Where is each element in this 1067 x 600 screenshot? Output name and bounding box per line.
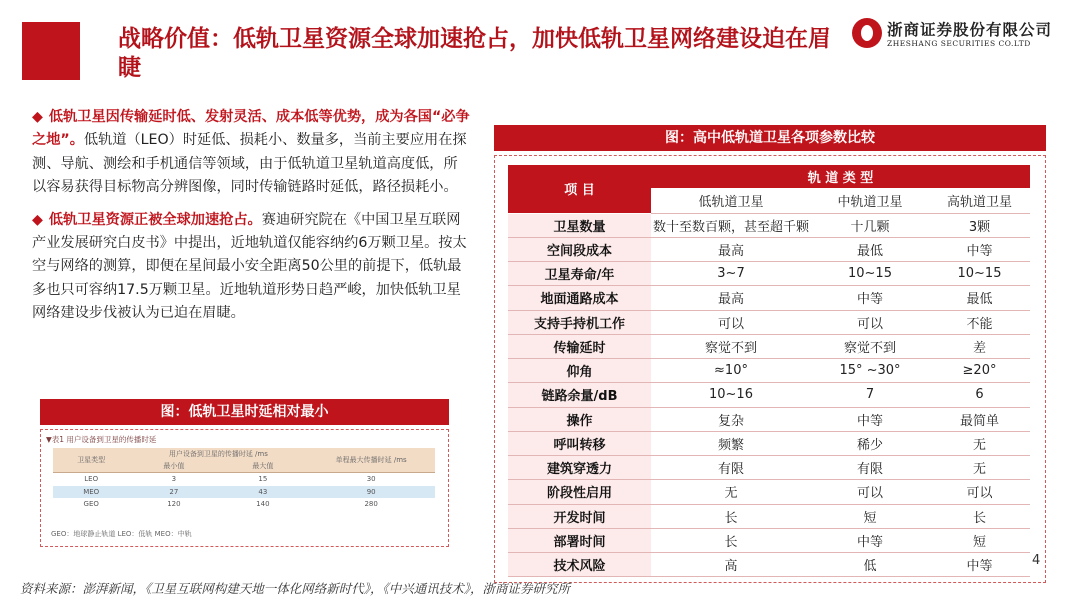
table-cell: 可以 xyxy=(651,310,811,334)
table-cell: 不能 xyxy=(929,310,1030,334)
latency-cell: 280 xyxy=(364,500,378,509)
row-label: 技术风险 xyxy=(508,553,651,577)
table-row xyxy=(508,456,1030,480)
table-cell: ≈10° xyxy=(651,359,811,383)
table-cell: 无 xyxy=(929,456,1030,480)
latency-figure xyxy=(40,429,449,547)
row-label: 链路余量/dB xyxy=(508,383,651,407)
orbit-comparison-title: 图：高中低轨道卫星各项参数比较 xyxy=(494,125,1046,151)
table-cell: 差 xyxy=(929,334,1030,358)
table-row xyxy=(508,431,1030,455)
table-cell: 最高 xyxy=(651,286,811,310)
table-cell: 无 xyxy=(651,480,811,504)
row-label: 卫星寿命/年 xyxy=(508,262,651,286)
latency-cell: 120 xyxy=(167,500,181,509)
latency-cell: 3 xyxy=(129,473,218,486)
latency-cell: 27 xyxy=(129,486,218,499)
latency-table-caption: ▼表1 用户设备到卫星的传播时延 xyxy=(46,435,157,444)
table-cell: 短 xyxy=(929,528,1030,552)
row-label: 支持手持机工作 xyxy=(508,310,651,334)
table-cell: 稀少 xyxy=(811,431,929,455)
row-label: 传输延时 xyxy=(508,334,651,358)
page-number: 4 xyxy=(1032,553,1041,568)
table-cell: 3~7 xyxy=(651,262,811,286)
logo-english-name: ZHESHANG SECURITIES CO.LTD xyxy=(887,39,1031,48)
latency-cell: MEO xyxy=(53,486,129,499)
table-row xyxy=(508,359,1030,383)
table-row xyxy=(508,237,1030,261)
table-cell: 高 xyxy=(651,553,811,577)
latency-header-group: 用户设备到卫星的传播时延 /ms xyxy=(129,448,307,460)
row-label: 操作 xyxy=(508,407,651,431)
table-row xyxy=(508,383,1030,407)
table-cell: 察觉不到 xyxy=(811,334,929,358)
diamond-bullet-icon: ◆ xyxy=(32,109,43,125)
company-logo xyxy=(852,18,1053,54)
latency-cell: 90 xyxy=(307,486,435,499)
table-cell: 十几颗 xyxy=(811,213,929,237)
table-row xyxy=(508,286,1030,310)
table-cell: 可以 xyxy=(929,480,1030,504)
column-header-leo: 低轨道卫星 xyxy=(651,189,811,213)
table-cell: 低 xyxy=(811,553,929,577)
orbit-comparison-rows xyxy=(508,213,1030,577)
table-cell: 6 xyxy=(929,383,1030,407)
table-cell: 可以 xyxy=(811,480,929,504)
table-cell: 有限 xyxy=(651,456,811,480)
column-header-geo: 高轨道卫星 xyxy=(929,189,1030,213)
table-cell: 15° ~30° xyxy=(811,359,929,383)
table-row xyxy=(508,262,1030,286)
table-cell: 短 xyxy=(811,504,929,528)
table-cell: 中等 xyxy=(811,286,929,310)
table-row xyxy=(53,486,435,499)
table-cell: 最低 xyxy=(811,237,929,261)
table-cell: 察觉不到 xyxy=(651,334,811,358)
latency-header-type: 卫星类型 xyxy=(53,448,129,473)
table-cell: 中等 xyxy=(811,407,929,431)
table-cell: 中等 xyxy=(929,553,1030,577)
latency-header-roundtrip: 单程最大传播时延 /ms xyxy=(307,448,435,473)
latency-figure-title: 图：低轨卫星时延相对最小 xyxy=(40,399,449,425)
latency-header-min: 最小值 xyxy=(129,460,218,473)
logo-emblem-icon xyxy=(852,18,882,48)
source-note: 资料来源：澎湃新闻，《卫星互联网构建天地一体化网络新时代》，《中兴通讯技术》，浙商证券研究所 xyxy=(20,581,571,596)
table-cell: 无 xyxy=(929,431,1030,455)
row-label: 卫星数量 xyxy=(508,213,651,237)
latency-table xyxy=(53,448,435,511)
table-cell: 频繁 xyxy=(651,431,811,455)
column-header-item: 项 目 xyxy=(508,165,651,213)
table-row xyxy=(53,473,435,486)
row-label: 建筑穿透力 xyxy=(508,456,651,480)
bullet-text: 低轨道（LEO）时延低、损耗小、数量多，当前主要应用在探测、导航、测绘和手机通信等领域，由于低轨道卫星轨道高度低，所以容易获得目标物高分辨图像，同时传输链路时延低，路径损耗小。 xyxy=(32,132,467,196)
bullet-item xyxy=(32,209,470,326)
logo-chinese-name: 浙商证券股份有限公司 xyxy=(887,21,1053,39)
row-label: 部署时间 xyxy=(508,528,651,552)
table-cell: 中等 xyxy=(811,528,929,552)
latency-cell: GEO xyxy=(83,500,99,509)
orbit-comparison-table xyxy=(508,165,1030,577)
table-row xyxy=(508,310,1030,334)
latency-table-note: GEO：地球静止轨道 LEO：低轨 MEO：中轨 xyxy=(51,530,192,538)
table-cell: 复杂 xyxy=(651,407,811,431)
row-label: 地面通路成本 xyxy=(508,286,651,310)
latency-cell: 140 xyxy=(256,500,270,509)
table-cell: 可以 xyxy=(811,310,929,334)
table-cell: 最低 xyxy=(929,286,1030,310)
bullet-text: 赛迪研究院在《中国卫星互联网产业发展研究白皮书》中提出，近地轨道仅能容纳约6万颗卫星。按太空与网络的测算，即便在星间最小安全距离50公里的前提下，低轨最多也只可容纳17.5万颗卫星。近地轨道形势日趋严峻，加快低轨卫星网络建设步伐被认为已迫在眉睫。 xyxy=(32,211,467,322)
table-cell: 最简单 xyxy=(929,407,1030,431)
table-row xyxy=(508,480,1030,504)
table-cell: 长 xyxy=(651,528,811,552)
column-header-orbit-type: 轨 道 类 型 xyxy=(651,165,1030,189)
page-title: 战略价值：低轨卫星资源全球加速抢占，加快低轨卫星网络建设迫在眉睫 xyxy=(118,26,831,81)
bullet-lead: 低轨卫星资源正被全球加速抢占。 xyxy=(48,211,262,228)
table-cell: 长 xyxy=(651,504,811,528)
corner-decoration xyxy=(22,22,80,80)
table-cell: 10~15 xyxy=(811,262,929,286)
latency-cell: LEO xyxy=(53,473,129,486)
table-row xyxy=(508,504,1030,528)
bullet-list xyxy=(32,106,470,335)
latency-cell: 43 xyxy=(218,486,307,499)
table-row xyxy=(508,213,1030,237)
table-cell: 10~15 xyxy=(929,262,1030,286)
row-label: 阶段性启用 xyxy=(508,480,651,504)
diamond-bullet-icon: ◆ xyxy=(32,211,43,228)
table-row xyxy=(53,498,435,511)
table-row xyxy=(508,407,1030,431)
table-cell: ≥20° xyxy=(929,359,1030,383)
table-cell: 有限 xyxy=(811,456,929,480)
table-cell: 10~16 xyxy=(651,383,811,407)
latency-cell: 30 xyxy=(307,473,435,486)
row-label: 开发时间 xyxy=(508,504,651,528)
table-cell: 长 xyxy=(929,504,1030,528)
table-cell: 3颗 xyxy=(929,213,1030,237)
table-row xyxy=(508,553,1030,577)
table-cell: 数十至数百颗，甚至超千颗 xyxy=(651,213,811,237)
table-cell: 最高 xyxy=(651,237,811,261)
row-label: 空间段成本 xyxy=(508,237,651,261)
table-cell: 中等 xyxy=(929,237,1030,261)
table-row xyxy=(508,528,1030,552)
column-header-meo: 中轨道卫星 xyxy=(811,189,929,213)
bullet-lead: 低轨卫星因传输延时低、发射灵活、成本低等优势，成为各国“必争之地”。 xyxy=(32,109,470,149)
bullet-item xyxy=(32,106,470,200)
latency-cell: 15 xyxy=(218,473,307,486)
latency-header-max: 最大值 xyxy=(218,460,307,473)
row-label: 呼叫转移 xyxy=(508,431,651,455)
table-cell: 7 xyxy=(811,383,929,407)
table-row xyxy=(508,334,1030,358)
row-label: 仰角 xyxy=(508,359,651,383)
